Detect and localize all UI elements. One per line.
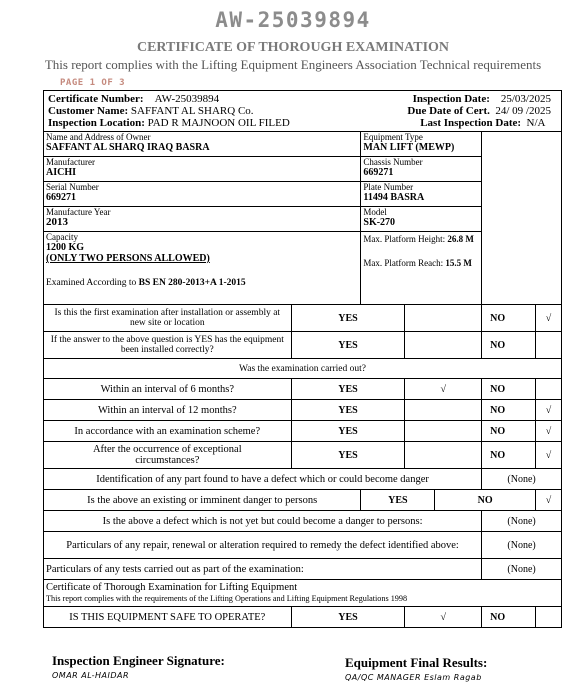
first-exam-yes: YES xyxy=(291,305,405,332)
serial-value: 669271 xyxy=(46,192,76,203)
tests-answer: (None) xyxy=(482,559,562,580)
exceptional-yes: YES xyxy=(291,442,405,469)
cert-number-label: Certificate Number: xyxy=(48,93,144,105)
safe-yes: YES xyxy=(291,607,405,628)
first-exam-no: NO xyxy=(482,305,536,332)
safe-row xyxy=(44,607,562,628)
installed-question: If the answer to the above question is YES has the equipment been installed correctly? xyxy=(44,332,292,359)
scheme-question: In accordance with an examination scheme? xyxy=(44,421,292,442)
safe-no: NO xyxy=(482,607,536,628)
loler-note: This report complies with the requirements of the Lifting Operations and Lifting Equipment Regulations 1998 xyxy=(46,594,408,603)
exceptional-no-check: √ xyxy=(536,442,562,469)
interval-6-no-check xyxy=(536,379,562,400)
interval-6-yes-check: √ xyxy=(405,379,482,400)
safe-yes-check: √ xyxy=(405,607,482,628)
engineer-signature-label: Inspection Engineer Signature: xyxy=(52,653,225,668)
tests-row xyxy=(44,559,562,580)
examined-label: Examined According to xyxy=(46,278,137,288)
interval-6-question: Within an interval of 6 months? xyxy=(44,379,292,400)
defect-id-row xyxy=(44,469,562,490)
owner-row xyxy=(44,132,562,157)
capacity-label: Capacity xyxy=(46,232,78,242)
carried-out-row xyxy=(44,359,562,379)
defect-id-answer: (None) xyxy=(482,469,562,490)
interval-6-yes: YES xyxy=(291,379,405,400)
year-value: 2013 xyxy=(46,216,68,228)
exceptional-yes-check xyxy=(405,442,482,469)
final-results-label: Equipment Final Results: xyxy=(345,655,488,670)
repair-answer: (None) xyxy=(482,532,562,559)
location-label: Inspection Location: xyxy=(48,117,145,129)
danger-no-check: √ xyxy=(536,490,562,511)
danger-yes: YES xyxy=(361,490,435,511)
interval-12-yes-check xyxy=(405,400,482,421)
plate-value: 11494 BASRA xyxy=(363,192,425,203)
carried-out-question: Was the examination carried out? xyxy=(44,359,562,379)
capacity-note: (ONLY TWO PERSONS ALLOWED) xyxy=(46,253,210,264)
first-exam-row xyxy=(44,305,562,332)
inspection-date: 25/03/2025 xyxy=(500,93,551,105)
danger-no: NO xyxy=(435,490,536,511)
plate-label: Plate Number xyxy=(363,182,414,192)
exceptional-no: NO xyxy=(482,442,536,469)
due-date: 24/ 09 /2025 xyxy=(495,105,551,117)
chassis-value: 669271 xyxy=(363,167,394,178)
document-id: AW-25039894 xyxy=(215,8,371,32)
lifting-cert-row xyxy=(44,580,562,607)
manufacturer-value: AICHI xyxy=(46,167,77,178)
interval-6-no: NO xyxy=(482,379,536,400)
defect-future-row xyxy=(44,511,562,532)
danger-row xyxy=(44,490,562,511)
defect-future-answer: (None) xyxy=(482,511,562,532)
exceptional-row xyxy=(44,442,562,469)
installed-yes-check xyxy=(405,332,482,359)
inspection-location: PAD R MAJNOON OIL FILED xyxy=(147,117,290,129)
model-label: Model xyxy=(363,207,387,217)
safe-question: IS THIS EQUIPMENT SAFE TO OPERATE? xyxy=(44,607,292,628)
certificate-table xyxy=(43,90,562,628)
certificate-title: CERTIFICATE OF THOROUGH EXAMINATION xyxy=(136,40,450,55)
interval-12-yes: YES xyxy=(291,400,405,421)
interval-12-row xyxy=(44,400,562,421)
due-date-label: Due Date of Cert. xyxy=(407,105,490,117)
scheme-row xyxy=(44,421,562,442)
equipment-type-value: MAN LIFT (MEWP) xyxy=(363,142,455,153)
interval-6-row xyxy=(44,379,562,400)
model-value: SK-270 xyxy=(363,217,396,228)
danger-question: Is the above an existing or imminent danger to persons xyxy=(44,490,361,511)
repair-row xyxy=(44,532,562,559)
reach-value: 15.5 M xyxy=(445,258,472,268)
examined-standard: BS EN 280-2013+A 1-2015 xyxy=(138,278,246,288)
page-number: PAGE 1 OF 3 xyxy=(60,78,126,88)
first-exam-yes-check xyxy=(405,305,482,332)
last-date-label: Last Inspection Date: xyxy=(420,117,522,129)
owner-value: SAFFANT AL SHARQ IRAQ BASRA xyxy=(46,142,210,153)
interval-12-question: Within an interval of 12 months? xyxy=(44,400,292,421)
height-value: 26.8 M xyxy=(447,234,474,244)
reach-label: Max. Platform Reach: xyxy=(363,258,444,268)
tests-question: Particulars of any tests carried out as part of the examination: xyxy=(44,559,482,580)
repair-question: Particulars of any repair, renewal or alteration required to remedy the defect identified above: xyxy=(44,532,482,559)
installed-yes: YES xyxy=(291,332,405,359)
owner-label: Name and Address of Owner xyxy=(46,132,151,142)
interval-12-no-check: √ xyxy=(536,400,562,421)
height-label: Max. Platform Height: xyxy=(363,234,446,244)
exceptional-question: After the occurrence of exceptional circumstances? xyxy=(44,442,292,469)
installed-row xyxy=(44,332,562,359)
first-exam-no-check: √ xyxy=(536,305,562,332)
year-label: Manufacture Year xyxy=(46,207,111,217)
customer-name: SAFFANT AL SHARQ Co. xyxy=(130,105,254,117)
inspection-date-label: Inspection Date: xyxy=(412,93,490,105)
last-inspection-date: N/A xyxy=(526,117,546,129)
safe-no-check xyxy=(536,607,562,628)
defect-future-question: Is the above a defect which is not yet but could become a danger to persons: xyxy=(44,511,482,532)
blank-cell xyxy=(482,132,562,305)
header-row xyxy=(44,91,562,132)
engineer-signature-name: OMAR AL-HAIDAR xyxy=(52,671,130,680)
scheme-no: NO xyxy=(482,421,536,442)
customer-label: Customer Name: xyxy=(48,105,129,117)
final-results-name: QA/QC MANAGER Eslam Ragab xyxy=(345,673,482,682)
interval-12-no: NO xyxy=(482,400,536,421)
scheme-yes-check xyxy=(405,421,482,442)
cert-number: AW-25039894 xyxy=(154,93,220,105)
certificate-subtitle: This report complies with the Lifting Equipment Engineers Association Technical requirements xyxy=(44,57,542,72)
chassis-label: Chassis Number xyxy=(363,157,423,167)
installed-no-check xyxy=(536,332,562,359)
capacity-value: 1200 KG xyxy=(46,242,85,253)
manufacturer-label: Manufacturer xyxy=(46,157,95,167)
installed-no: NO xyxy=(482,332,536,359)
scheme-yes: YES xyxy=(291,421,405,442)
equipment-type-label: Equipment Type xyxy=(363,132,423,142)
defect-id-question: Identification of any part found to have a defect which or could become danger xyxy=(44,469,482,490)
serial-label: Serial Number xyxy=(46,182,99,192)
lifting-cert-title: Certificate of Thorough Examination for Lifting Equipment xyxy=(46,582,298,593)
first-exam-question: Is this the first examination after installation or assembly at new site or location xyxy=(44,305,292,332)
scheme-no-check: √ xyxy=(536,421,562,442)
